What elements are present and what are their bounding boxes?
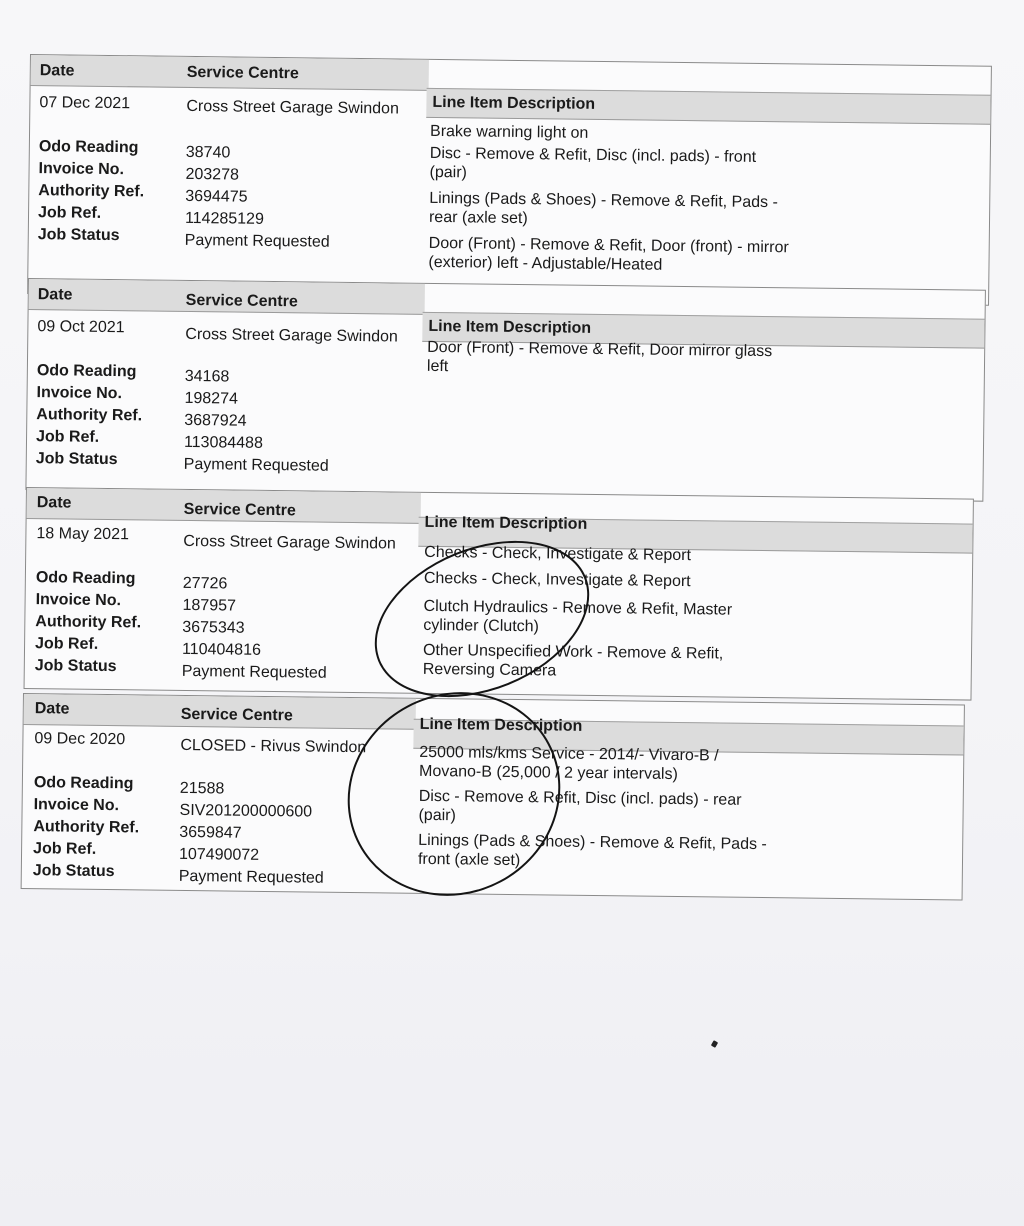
odo-label: Odo Reading <box>36 362 137 381</box>
authority-label: Authority Ref. <box>36 406 143 425</box>
job-status-label: Job Status <box>34 657 117 676</box>
job-ref-value: 114285129 <box>184 209 265 228</box>
invoice-value: 203278 <box>185 165 240 184</box>
odo-label: Odo Reading <box>33 774 134 793</box>
odo-label: Odo Reading <box>38 138 139 157</box>
job-ref-value: 107490072 <box>178 845 260 864</box>
service-record <box>24 487 974 701</box>
date-label: Date <box>36 494 72 512</box>
authority-value: 3687924 <box>184 411 247 430</box>
job-status-value: Payment Requested <box>181 662 327 682</box>
date-label: Date <box>39 62 75 80</box>
line-item: Other Unspecified Work - Remove & Refit, Reversing Camera <box>422 641 724 680</box>
service-record <box>27 54 992 306</box>
line-item: Disc - Remove & Refit, Disc (incl. pads) - rear (pair) <box>418 787 742 825</box>
line-item: Clutch Hydraulics - Remove & Refit, Master cylinder (Clutch) <box>423 597 733 636</box>
service-centre-label: Service Centre <box>186 63 299 83</box>
service-centre-name: Cross Street Garage Swindon <box>185 325 398 346</box>
job-status-value: Payment Requested <box>178 867 324 887</box>
service-centre-name: Cross Street Garage Swindon <box>183 532 396 553</box>
job-status-label: Job Status <box>37 226 120 245</box>
odo-label: Odo Reading <box>35 569 136 588</box>
date-label: Date <box>34 700 70 718</box>
line-item-label: Line Item Description <box>432 93 596 113</box>
line-item-label: Line Item Description <box>428 317 592 337</box>
date-label: Date <box>37 286 73 304</box>
invoice-value: 187957 <box>182 596 237 615</box>
service-record <box>25 278 986 502</box>
line-item-label: Line Item Description <box>424 513 588 533</box>
job-status-value: Payment Requested <box>184 231 330 251</box>
job-status-label: Job Status <box>32 862 115 881</box>
service-centre-label: Service Centre <box>183 500 296 520</box>
job-ref-value: 113084488 <box>183 433 264 452</box>
record-date: 18 May 2021 <box>36 525 130 544</box>
odo-value: 21588 <box>179 779 225 798</box>
authority-label: Authority Ref. <box>35 613 142 632</box>
job-ref-value: 110404816 <box>181 640 262 659</box>
line-item: Door (Front) - Remove & Refit, Door (front) - mirror (exterior) left - Adjustable/Heated <box>428 234 789 274</box>
odo-value: 34168 <box>184 367 230 386</box>
line-item: Brake warning light on <box>429 122 589 142</box>
authority-value: 3659847 <box>179 823 242 842</box>
ink-mark <box>711 1040 718 1048</box>
job-status-label: Job Status <box>35 450 118 469</box>
line-item: Linings (Pads & Shoes) - Remove & Refit, Pads - rear (axle set) <box>428 189 778 228</box>
invoice-value: SIV201200000600 <box>179 801 313 821</box>
job-ref-label: Job Ref. <box>37 204 102 222</box>
authority-label: Authority Ref. <box>38 182 145 201</box>
record-date: 09 Dec 2020 <box>34 730 126 749</box>
authority-value: 3675343 <box>182 618 245 637</box>
invoice-label: Invoice No. <box>35 591 122 610</box>
line-item: Door (Front) - Remove & Refit, Door mirror glass left <box>426 338 773 376</box>
line-item: Checks - Check, Investigate & Report <box>423 569 691 591</box>
record-date: 09 Oct 2021 <box>37 318 125 337</box>
invoice-label: Invoice No. <box>36 384 123 403</box>
line-item: Linings (Pads & Shoes) - Remove & Refit, Pads - front (axle set) <box>417 831 767 870</box>
job-status-value: Payment Requested <box>183 455 329 475</box>
service-centre-label: Service Centre <box>185 291 298 311</box>
odo-value: 38740 <box>185 143 231 162</box>
job-ref-label: Job Ref. <box>35 428 100 446</box>
line-item: Checks - Check, Investigate & Report <box>424 543 692 565</box>
job-ref-label: Job Ref. <box>32 840 97 858</box>
invoice-value: 198274 <box>184 389 239 408</box>
line-item: 25000 mls/kms Service - 2014/- Vivaro-B / Movano-B (25,000 / 2 year intervals) <box>418 743 719 784</box>
line-item: Disc - Remove & Refit, Disc (incl. pads) - front (pair) <box>429 144 757 182</box>
record-date: 07 Dec 2021 <box>39 94 131 113</box>
job-ref-label: Job Ref. <box>34 635 99 653</box>
service-record <box>21 693 965 900</box>
line-item-label: Line Item Description <box>419 715 583 735</box>
odo-value: 27726 <box>182 574 228 593</box>
service-centre-label: Service Centre <box>180 705 293 725</box>
authority-label: Authority Ref. <box>33 818 140 837</box>
invoice-label: Invoice No. <box>38 160 125 179</box>
authority-value: 3694475 <box>185 187 248 206</box>
service-centre-name: Cross Street Garage Swindon <box>186 97 400 118</box>
invoice-label: Invoice No. <box>33 796 120 815</box>
service-centre-name: CLOSED - Rivus Swindon <box>180 736 367 757</box>
